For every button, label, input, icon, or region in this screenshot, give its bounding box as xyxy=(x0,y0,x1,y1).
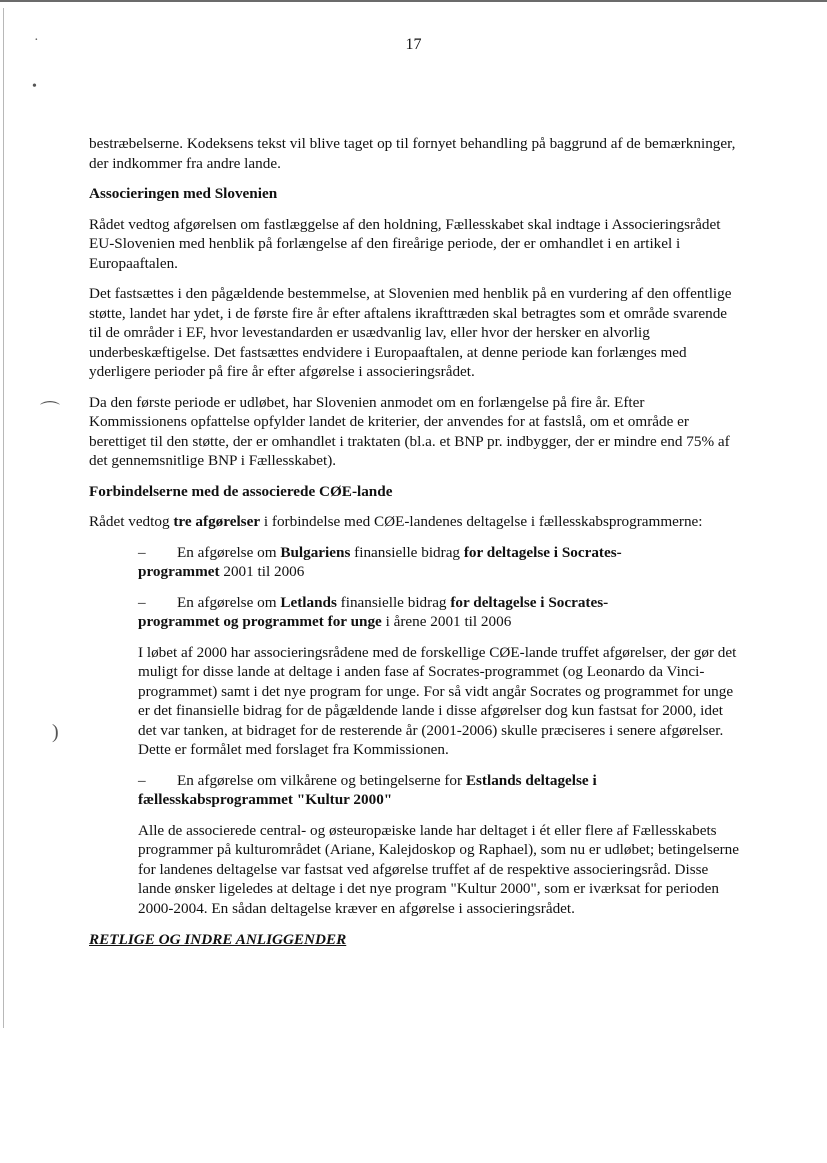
bold-text: for deltagelse i Socrates- xyxy=(463,543,622,561)
bold-text: for deltagelse i Socrates- xyxy=(450,593,609,611)
page-number: 17 xyxy=(405,36,422,53)
heading-slovenien: Associeringen med Slovenien xyxy=(89,185,278,202)
bullet-item xyxy=(138,593,739,632)
bullet-item xyxy=(138,543,739,582)
paragraph: Alle de associerede central- og østeuropæiske lande har deltaget i ét eller flere af Fællesskabets programmer på kulturområdet (Ariane, Kalejdoskop og Raphael), som nu er udløbet; betingelserne for landenes deltagelse var fastsat ved afgørelse truffet af de respektive associeringsråd. Disse lande ønsker ligeledes at deltage i det nye program "Kultur 2000", som er iværksat for perioden 2000-2004. En sådan deltagelse kræver en afgørelse i associeringsrådet. xyxy=(138,821,739,917)
text-run: i årene 2001 til 2006 xyxy=(381,613,512,630)
punch-hole-mark: ⌒ xyxy=(40,401,60,423)
document-body xyxy=(89,134,739,950)
scan-left-edge xyxy=(3,8,4,1028)
paragraph xyxy=(89,512,739,532)
text-run: finansielle bidrag xyxy=(336,593,451,611)
bold-text: Letlands xyxy=(280,593,337,611)
scan-speck: • xyxy=(32,79,37,94)
scan-top-border xyxy=(0,0,827,2)
bold-text: programmet og programmet for unge xyxy=(138,613,382,630)
bold-text: programmet xyxy=(138,563,220,580)
text-run: Rådet vedtog xyxy=(89,513,174,530)
text-run: En afgørelse om xyxy=(177,543,281,561)
text-run: i forbindelse med CØE-landenes deltagelse i fællesskabsprogrammerne: xyxy=(260,513,703,530)
dash-marker: – xyxy=(138,593,146,611)
paragraph: bestræbelserne. Kodeksens tekst vil blive taget op til fornyet behandling på baggrund af de bemærkninger, der indkommer fra andre lande. xyxy=(89,135,736,172)
paragraph: Det fastsættes i den pågældende bestemmelse, at Slovenien med henblik på en vurdering af den offentlige støtte, landet har ydet, i de første fire år efter aftalens ikrafttræden skal betragtes som et område svarende til de områder i EF, hvor levestandarden er usædvanlig lav, eller hvor der hersker en alvorlig underbeskæftigelse. Det fastsættes endvidere i Europaaftalen, at denne periode kan forlænges med yderligere perioder på fire år efter afgørelse i associeringsrådet. xyxy=(89,285,732,380)
scan-speck: · xyxy=(34,33,39,48)
text-run: finansielle bidrag xyxy=(350,543,464,561)
text-run: 2001 til 2006 xyxy=(219,563,305,580)
paragraph: Rådet vedtog afgørelsen om fastlæggelse af den holdning, Fællesskabet skal indtage i Associeringsrådet EU-Slovenien med henblik på forlængelse af den fireårige periode, der er omhandlet i en artikel i Europaaftalen. xyxy=(89,215,721,272)
bold-text: Estlands deltagelse i xyxy=(465,771,597,789)
heading-coe-lande: Forbindelserne med de associerede CØE-lande xyxy=(89,482,393,500)
text-run: En afgørelse om xyxy=(177,593,281,611)
dash-marker: – xyxy=(138,543,146,561)
bold-text: tre afgørelser xyxy=(173,513,261,530)
bullet-item xyxy=(138,771,739,810)
text-run: En afgørelse om vilkårene og betingelserne for xyxy=(177,771,466,789)
dash-marker: – xyxy=(138,771,146,789)
bold-text: Bulgariens xyxy=(280,543,351,561)
bold-text: fællesskabsprogrammet "Kultur 2000" xyxy=(138,791,393,808)
section-heading: RETLIGE OG INDRE ANLIGGENDER xyxy=(89,931,347,948)
punch-hole-mark: ) xyxy=(52,721,59,743)
paragraph: I løbet af 2000 har associeringsrådene med de forskellige CØE-lande truffet afgørelser, der gør det muligt for disse lande at deltage i anden fase af Socrates-programmet (og Leonardo da Vinci-programmet) samt i det nye program for unge. For så vidt angår Socrates og programmet for unge er det finansielle bidrag for de pågældende lande i disse afgørelser dog kun fastsat for 2000, idet det var tanken, at bidraget for de resterende år (2001-2006) skulle præciseres i senere afgørelser. Dette er formålet med forslaget fra Kommissionen. xyxy=(138,643,737,758)
paragraph: Da den første periode er udløbet, har Slovenien anmodet om en forlængelse på fire år. Efter Kommissionens opfattelse opfylder landet de kriterier, der anvendes for at fastslå, om et område er berettiget til den støtte, der er omhandlet i traktaten (bl.a. et BNP pr. indbygger, der er mindre end 75% af det gennemsnitlige BNP i Fællesskabet). xyxy=(89,393,730,469)
